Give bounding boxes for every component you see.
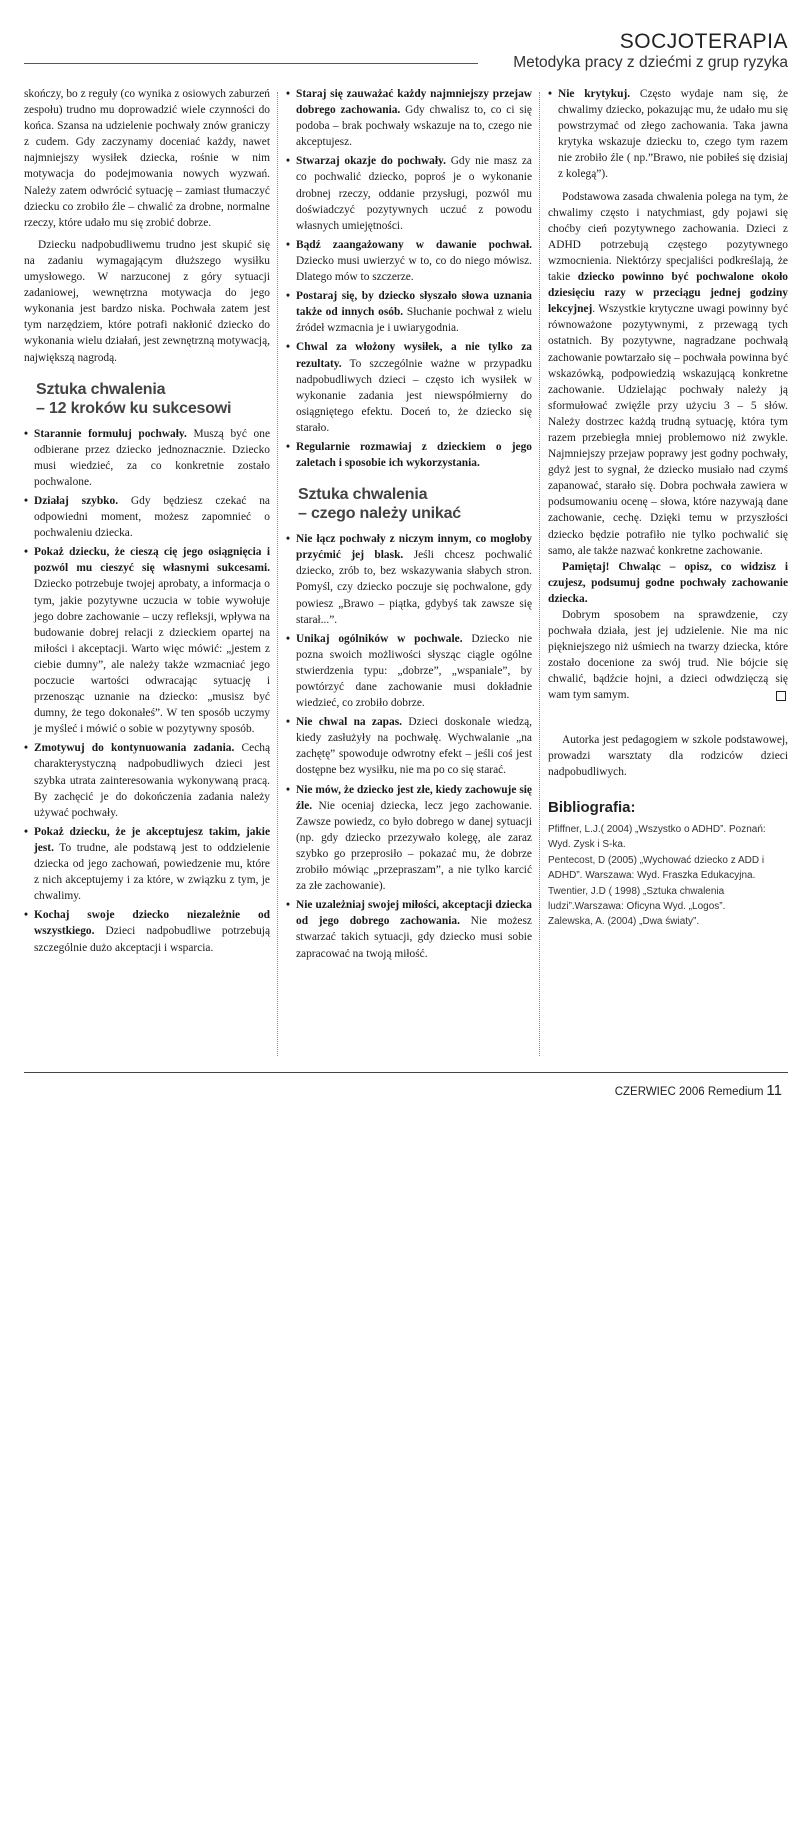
- list-item: [286, 631, 532, 711]
- tip-text: Nie możesz stwarzać takich sytuacji, gdy dziecko musi sobie zapracować na twoją miłość.: [296, 915, 532, 960]
- tip-title: Bądź zaangażowany w dawanie pochwał.: [296, 238, 532, 251]
- subheading-line: Sztuka chwalenia: [298, 486, 428, 504]
- tip-text: Dzieci nadpobudliwe potrzebują szczególnie dużo akceptacji i wsparcia.: [34, 925, 270, 954]
- list-item: [24, 907, 270, 955]
- list-item: [286, 237, 532, 285]
- page-header: [24, 30, 788, 80]
- list-item: [286, 531, 532, 628]
- tip-title: Nie krytykuj.: [558, 88, 631, 100]
- tip-title: Chwal za włożony wysiłek, a nie tylko za rezultaty.: [296, 341, 532, 370]
- paragraph-emphasis: Pamiętaj! Chwaląc – opisz, co widzisz i czujesz, podsumuj godne pochwały zachowanie dziecka.: [548, 560, 788, 605]
- paragraph: skończy, bo z reguły (co wynika z osiowych zaburzeń zespołu) trudno mu doprowadzić wiele czynności do końca. Szansa na udzielenie pochwały znów graniczy z cudem. Gdy zaczynamy doceniać każdy, nawet najmniejszy wysiłek dziecka, rośnie w nim motywacja do podejmowania nowych wyzwań. Należy zatem odwrócić sytuację – zamiast tłumaczyć dziecku co zrobiło źle – chwalić za drobne, normalne rzeczy, które udało mu się zrobić dobrze.: [24, 88, 270, 229]
- tip-text: Jeśli chcesz pochwalić dziecko, zrób to, bez wskazywania słabych stron. Pomyśl, czy dziecko poczuje się pochwalone, gdy powiesz „Brawo – piątka, gdybyś tak zawsze się starał...”.: [296, 549, 532, 626]
- list-item: [286, 897, 532, 961]
- author-note: Autorka jest pedagogiem w szkole podstawowej, prowadzi warsztaty dla rodziców dzieci nadpobudliwych.: [548, 733, 788, 778]
- tip-title: Regularnie rozmawiaj z dzieckiem o jego zaletach i sposobie ich wykorzystania.: [296, 440, 532, 470]
- list-item: [24, 493, 270, 541]
- paragraph: Podstawowa zasada chwalenia polega na tym, że chwalimy często i natychmiast, gdy pojawi się choćby cień pozytywnego zachowania. Dzieci z ADHD potrzebują częstego pozytywnego wzmocnienia. Niektórzy specjaliści podkreślają, że takie dziecko powinno być pochwalone około dziesięciu razy w przeciągu jednej godziny lekcyjnej. Wszystkie krytyczne uwagi powinny być równoważone pozytywnymi, z przewagą tych ostatnich. By pozytywne, nagradzane pochwałą zachowanie powtarzało się – pochwała powinna być wskazówką, podpowiedzią wskazującą konkretne zachowanie. Udzielając pochwały należy ją sformułować zwięźle przy użyciu 3 – 5 słów. Należy dostrzec każdą trudną sytuację, która tym razem przebiegła mniej problemowo niż zwykle. Najmniejszy przejaw poprawy jest godny pochwały, gdyż jest to sygnał, że dziecko musiało nad czymś zapanować, starało się. Dobra pochwała zawiera w podsumowaniu ocenę – słowa, które nazywają dane zachowanie, cechę. Dzięki temu w przyszłości dziecko będzie potrafiło nie tylko pochwalić się samo, ale także nazwać konkretne zachowanie.: [548, 190, 789, 557]
- tip-text: Często wydaje nam się, że chwalimy dziecko, pokazując mu, że udało mu się powstrzymać od złego zachowania. Taka jawna krytyka wskazuje dziecku to, czego tym razem nie zrobiło źle ( np.”Brawo, nie pobiłeś się dzisiaj z kolegą”).: [558, 88, 788, 181]
- tip-text: Gdy chwalisz to, co ci się podoba – brak pochwały wskazuje na to, czego nie akceptujesz.: [296, 104, 532, 149]
- tip-text: To trudne, ale podstawą jest to oddzielenie dziecka od jego zachowań, powiedzenie mu, które z nich akceptujemy i za które, w związku z tym, je chwalimy.: [34, 841, 270, 903]
- tip-text: Nie oceniaj dziecka, lecz jego zachowanie. Zawsze powiedz, co było dobrego w danej sytuacji (np. gdy dziecko przezywało kolegę, ale zaraz szybko go przeprosiło – pokazać mu, że dobrze zrobiło mówiąc „przepraszam”, a nie tylko karcić za złe zachowanie).: [296, 799, 532, 893]
- list-item: [24, 426, 270, 490]
- tip-title: Pokaż dziecku, że cieszą cię jego osiągnięcia i pozwól mu cieszyć się własnymi sukcesami.: [34, 546, 270, 575]
- column-divider: [539, 92, 540, 1056]
- page-number: 11: [766, 1082, 782, 1099]
- list-item: [286, 288, 532, 336]
- tips-list: [24, 426, 270, 956]
- tip-text: Cechą charakterystyczną nadpobudliwych dzieci jest szybka utrata zainteresowania wykonywaną pracą. By zachęcić je do dokończenia zadania należy używać pochwały.: [34, 742, 270, 819]
- page-footer: [615, 1082, 782, 1099]
- tip-title: Starannie formułuj pochwały.: [34, 427, 187, 440]
- tips-list: [286, 86, 532, 471]
- subheading-line: – czego należy unikać: [298, 505, 461, 523]
- list-item: [286, 439, 532, 471]
- paragraph: Dobrym sposobem na sprawdzenie, czy pochwała działa, jest jej udzielenie. Nie ma nic piękniejszego niż uśmiech na twarzy dziecka, które zostało docenione za swój trud. Nie bójcie się chwalić, bądźcie hojni, a dzieci odwdzięczą się wam tym samym.: [548, 609, 788, 702]
- issue-label: CZERWIEC 2006 Remedium: [614, 1086, 764, 1098]
- bibliography: [548, 822, 788, 930]
- bibliography-entry: Pentecost, D (2005) „Wychować dziecko z ADD i ADHD”. Warszawa: Wyd. Fraszka Edukacyjna.: [548, 854, 765, 882]
- tip-title: Kochaj swoje dziecko niezależnie od wszystkiego.: [34, 909, 270, 938]
- paragraph: Dziecku nadpobudliwemu trudno jest skupić się na zadaniu wymagającym dłuższego wysiłku umysłowego. W narzuconej z góry sytuacji zadaniowej, wewnętrzna motywacja do jego wykonania jest bardzo niska. Pochwała zatem jest tym narzędziem, które potrafi nakłonić dziecko do wykonania wielu działań, jest zewnętrzną motywacją, największą nagrodą.: [24, 238, 270, 364]
- list-item: [286, 339, 532, 436]
- subheading: [36, 380, 270, 418]
- list-item: [286, 714, 532, 778]
- tip-title: Działaj szybko.: [34, 494, 119, 507]
- tip-title: Nie uzależniaj swojej miłości, akceptacji dziecka od jego dobrego zachowania.: [296, 899, 532, 928]
- tip-title: Stwarzaj okazje do pochwały.: [296, 155, 446, 168]
- tip-title: Nie chwal na zapas.: [296, 716, 402, 729]
- tip-text: Dziecko musi uwierzyć w to, co do niego mówisz. Dlatego mów to szczerze.: [296, 254, 532, 284]
- list-item: [286, 86, 532, 150]
- column-divider: [277, 92, 278, 1056]
- section-subtitle: Metodyka pracy z dziećmi z grup ryzyka: [507, 54, 788, 72]
- bibliography-entry: Twentier, J.D ( 1998) „Sztuka chwalenia ludzi”.Warszawa: Oficyna Wyd. „Logos”.: [548, 885, 726, 912]
- list-item: [24, 740, 270, 820]
- list-item: [286, 782, 532, 895]
- end-of-article-icon: [776, 691, 786, 701]
- list-item: [548, 86, 788, 183]
- tip-text: Słuchanie pochwał z wielu źródeł wzmacnia je i uwiarygodnia.: [296, 306, 532, 335]
- tip-title: Nie mów, że dziecko jest złe, kiedy zachowuje się źle.: [296, 783, 532, 812]
- subheading-line: – 12 kroków ku sukcesowi: [36, 399, 232, 417]
- tip-title: Nie łącz pochwały z niczym innym, co mogłoby przyćmić jej blask.: [296, 533, 532, 562]
- tip-text: Gdy będziesz czekać na odpowiedni moment, możesz zapomnieć o pochwaleniu dziecka.: [34, 494, 270, 540]
- section-title: SOCJOTERAPIA: [619, 30, 788, 53]
- tip-text: Muszą być one odbierane przez dziecko jednoznacznie. Dziecko musi wiedzieć, za co konkretnie zostało pochwalone.: [34, 427, 270, 488]
- list-item: [286, 153, 532, 233]
- bibliography-entry: Pfiffner, L.J.( 2004) „Wszystko o ADHD”. Poznań: Wyd. Zysk i S-ka.: [548, 823, 766, 851]
- subheading: [298, 485, 532, 523]
- tip-text: Dziecko potrzebuje twojej aprobaty, a informacja o tym, jakie pozytywne uczucia w tobie wywołuje jego dobre zachowanie – uczy refleksji, wpływa na budowanie dobrej relacji z dzieckiem opartej na miłości i akceptacji. Warto więc mówić: „jestem z ciebie dumny”, ale należy także wzmacniać jego poczucie wartości odwracając sytuację i przenosząc uznanie na dziecko: „musisz być dumny, że tego dokonałeś”. W ten sposób uczymy je myśleć i mówić o sobie w pozytywny sposób.: [34, 578, 270, 736]
- tip-text: Dziecko nie pozna swoich możliwości słysząc ciągle ogólne stwierdzenia typu: „dobrze”, „wspaniale”, by powtórzyć dane zachowanie musi dokładnie wiedzieć, co zrobiło dobrze.: [296, 632, 532, 710]
- column-3: [548, 86, 788, 1066]
- tip-text: Gdy nie masz za co pochwalić dziecko, poproś je o wykonanie drobnej rzeczy, oddanie przysługi, pozwól mu doświadczyć pozytywnych uczuć z powodu własnych umiejętności.: [296, 155, 532, 232]
- tip-title: Postaraj się, by dziecko słyszało słowa uznania także od innych osób.: [296, 290, 532, 319]
- list-item: [24, 824, 270, 904]
- article-body: [24, 86, 788, 1066]
- subheading-line: Sztuka chwalenia: [36, 380, 166, 398]
- column-1: [24, 86, 270, 1066]
- avoid-list: [286, 531, 532, 961]
- footer-rule: [24, 1072, 788, 1073]
- tip-title: Pokaż dziecku, że je akceptujesz takim, jakie jest.: [34, 825, 270, 854]
- tip-title: Staraj się zauważać każdy najmniejszy przejaw dobrego zachowania.: [296, 88, 532, 117]
- bibliography-heading: Bibliografia:: [548, 798, 636, 816]
- bibliography-entry: Zalewska, A. (2004) „Dwa światy”.: [548, 916, 700, 928]
- column-2: [286, 86, 532, 1066]
- tip-title: Unikaj ogólników w pochwale.: [296, 632, 463, 645]
- tip-title: Zmotywuj do kontynuowania zadania.: [34, 742, 235, 755]
- list-item: [24, 544, 270, 737]
- tip-text: Dzieci doskonale wiedzą, kiedy zasłużyły na pochwałę. Wychwalanie „na zachętę” spowoduje odwrotny efekt – jeśli coś jest dostępne bez wysiłku, nie ma po co się starać.: [296, 716, 532, 777]
- tip-text: To szczególnie ważne w przypadku nadpobudliwych dzieci – często ich wysiłek w wykonanie zadania jest niewspółmierny do osiągniętego efektu. Doceń to, że dziecko się starało.: [296, 357, 532, 434]
- avoid-list-continued: [548, 86, 788, 183]
